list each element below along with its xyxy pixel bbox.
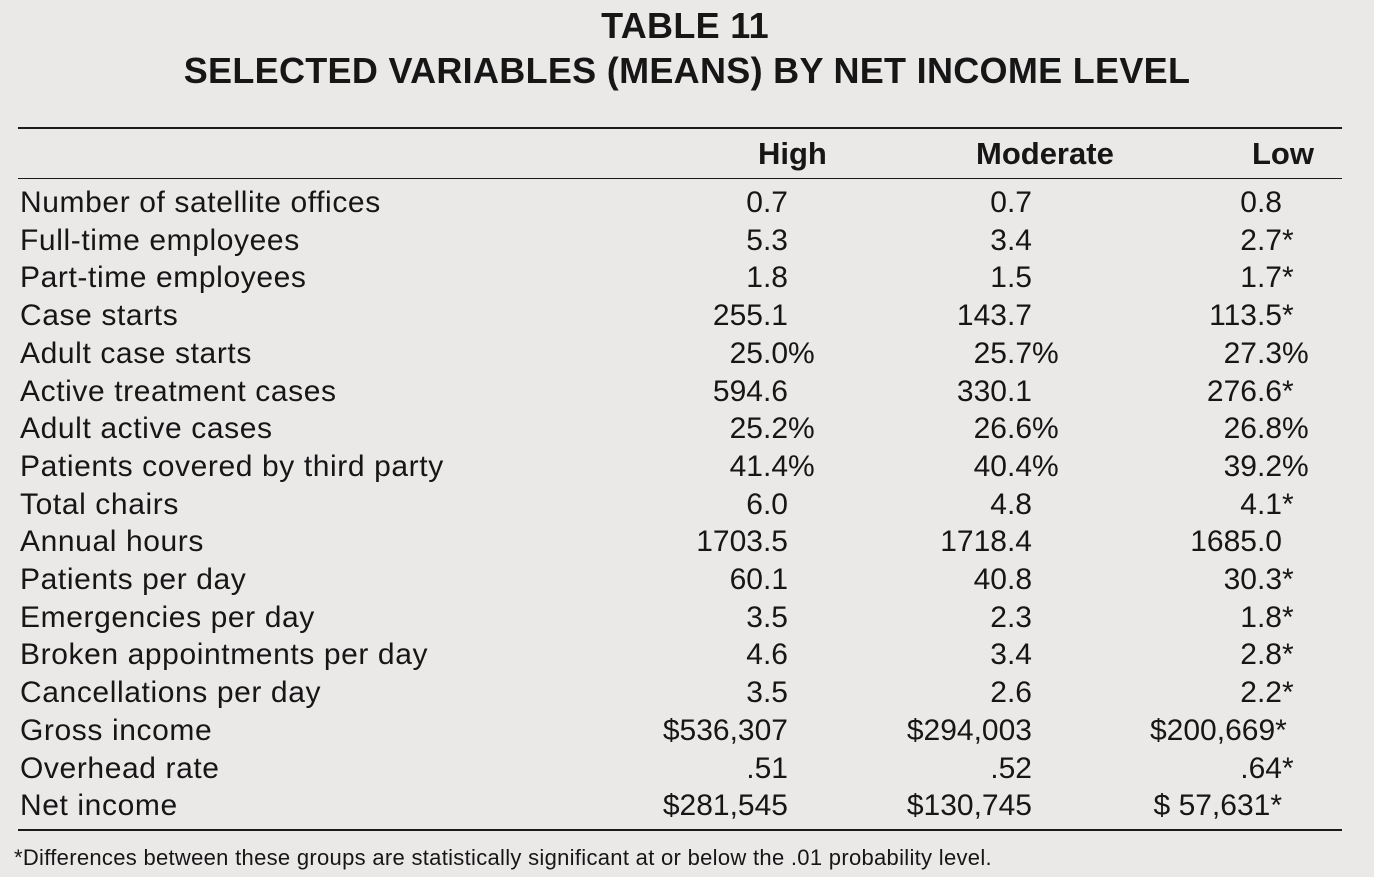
cell-value: 5.3 [746, 223, 788, 257]
cell-moderate [900, 375, 1064, 409]
cell-low [1150, 299, 1314, 333]
table-row [0, 752, 1374, 790]
cell-moderate [900, 563, 1064, 597]
cell-low [1150, 412, 1314, 446]
cell-value: 3.4 [990, 223, 1032, 257]
row-label: Active treatment cases [20, 374, 337, 408]
header-rule [18, 178, 1342, 179]
row-label: Number of satellite offices [20, 186, 381, 219]
cell-value: 30.3 [1223, 563, 1282, 596]
cell-moderate [900, 638, 1064, 672]
cell-value: 60.1 [729, 563, 788, 596]
cell-moderate [900, 450, 1064, 484]
cell-value: $ 57,631* [1153, 789, 1282, 823]
cell-value: 0.8 [1240, 186, 1282, 219]
cell-value: 40.8 [973, 563, 1032, 596]
cell-suffix: * [1282, 676, 1294, 710]
cell-high [660, 299, 820, 333]
cell-moderate [900, 224, 1064, 258]
cell-suffix: % [788, 336, 815, 370]
footnote: *Differences between these groups are statistically significant at or below the .01 probability level. [14, 845, 992, 870]
table-row [0, 337, 1374, 375]
cell-high [660, 375, 820, 409]
row-label: Cancellations per day [20, 676, 322, 710]
cell-value: 4.1 [1240, 487, 1282, 521]
cell-suffix: % [788, 412, 815, 446]
cell-value: 1.8 [746, 261, 788, 295]
cell-high [660, 752, 820, 786]
cell-moderate [900, 488, 1064, 522]
cell-high [660, 186, 820, 220]
cell-value: 2.6 [990, 676, 1032, 710]
cell-value: $200,669* [1150, 713, 1287, 747]
table-row [0, 412, 1374, 450]
cell-suffix: * [1282, 487, 1294, 521]
cell-moderate [900, 676, 1064, 710]
cell-low [1150, 638, 1314, 672]
row-label: Emergencies per day [20, 600, 315, 634]
table-number: TABLE 11 [601, 5, 769, 46]
cell-value: 6.0 [746, 487, 788, 521]
row-label: Case starts [20, 299, 179, 333]
cell-suffix: * [1282, 600, 1294, 634]
cell-suffix: % [1032, 336, 1059, 370]
row-label: Part-time employees [20, 261, 307, 295]
cell-suffix: % [788, 449, 815, 483]
cell-value: 2.3 [990, 600, 1032, 634]
table-row [0, 375, 1374, 413]
cell-suffix: % [1032, 449, 1059, 483]
cell-high [660, 714, 820, 748]
cell-low [1150, 676, 1314, 710]
cell-suffix: * [1282, 261, 1294, 295]
cell-value: 26.8 [1223, 412, 1282, 446]
cell-suffix: * [1282, 751, 1294, 785]
cell-low [1150, 224, 1314, 258]
table-row [0, 714, 1374, 752]
cell-high [660, 412, 820, 446]
table-row [0, 488, 1374, 526]
cell-suffix: * [1282, 563, 1294, 596]
cell-value: 3.4 [990, 638, 1032, 672]
cell-low [1150, 261, 1314, 295]
cell-low [1150, 186, 1314, 220]
table-row [0, 789, 1374, 827]
row-label: Patients covered by third party [20, 449, 444, 483]
cell-moderate [900, 337, 1064, 371]
cell-value: 40.4 [973, 449, 1032, 483]
cell-value: 39.2 [1223, 449, 1282, 483]
cell-high [660, 789, 820, 823]
cell-low [1150, 714, 1314, 748]
cell-value: 2.7 [1240, 223, 1282, 257]
cell-value: 25.7 [973, 336, 1032, 370]
table-row [0, 186, 1374, 224]
cell-value: 4.8 [990, 487, 1032, 521]
cell-value: 41.4 [729, 449, 788, 483]
row-label: Patients per day [20, 563, 247, 596]
row-label: Annual hours [20, 525, 204, 559]
cell-low [1150, 450, 1314, 484]
cell-moderate [900, 789, 1064, 823]
cell-suffix: * [1282, 299, 1294, 333]
cell-moderate [900, 525, 1064, 559]
row-label: Adult active cases [20, 412, 273, 446]
cell-value: 1.7 [1240, 261, 1282, 295]
cell-value: 276.6 [1206, 374, 1282, 408]
cell-moderate [900, 714, 1064, 748]
cell-value: 113.5 [1209, 299, 1282, 333]
cell-value: 143.7 [956, 299, 1032, 333]
table-row [0, 563, 1374, 601]
cell-value: 25.0 [729, 336, 788, 370]
table-row [0, 676, 1374, 714]
cell-low [1150, 789, 1314, 823]
cell-low [1150, 752, 1314, 786]
cell-value: 0.7 [746, 186, 788, 219]
cell-value: $536,307 [662, 713, 788, 747]
cell-high [660, 525, 820, 559]
row-label: Adult case starts [20, 336, 252, 370]
row-label: Total chairs [20, 487, 179, 521]
cell-low [1150, 563, 1314, 597]
column-header-moderate: Moderate [976, 136, 1114, 171]
cell-value: $294,003 [906, 713, 1032, 747]
cell-suffix: % [1032, 412, 1059, 446]
cell-value: .52 [990, 751, 1032, 785]
cell-value: 4.6 [746, 638, 788, 672]
column-header-low: Low [1252, 136, 1314, 171]
cell-high [660, 261, 820, 295]
cell-value: 26.6 [973, 412, 1032, 446]
cell-value: 2.2 [1240, 676, 1282, 710]
cell-high [660, 450, 820, 484]
cell-suffix: % [1282, 336, 1309, 370]
cell-high [660, 601, 820, 635]
cell-value: 0.7 [990, 186, 1032, 219]
cell-low [1150, 337, 1314, 371]
cell-high [660, 676, 820, 710]
cell-high [660, 337, 820, 371]
cell-value: 3.5 [746, 676, 788, 710]
table-row [0, 450, 1374, 488]
cell-suffix: % [1282, 412, 1309, 446]
cell-value: $130,745 [906, 789, 1032, 823]
cell-suffix: * [1282, 638, 1294, 672]
table-row [0, 261, 1374, 299]
cell-value: 1718.4 [940, 525, 1032, 559]
cell-moderate [900, 752, 1064, 786]
cell-moderate [900, 261, 1064, 295]
table-caption: SELECTED VARIABLES (MEANS) BY NET INCOME LEVEL [183, 50, 1191, 91]
cell-value: 1685.0 [1190, 525, 1282, 559]
cell-suffix: * [1282, 374, 1294, 408]
cell-value: 330.1 [956, 374, 1032, 408]
bottom-rule [18, 829, 1342, 831]
cell-high [660, 488, 820, 522]
cell-suffix: * [1282, 223, 1294, 257]
cell-moderate [900, 299, 1064, 333]
cell-low [1150, 525, 1314, 559]
row-label: Broken appointments per day [20, 638, 429, 672]
cell-value: 2.8 [1240, 638, 1282, 672]
table-row [0, 525, 1374, 563]
row-label: Full-time employees [20, 223, 300, 257]
cell-high [660, 224, 820, 258]
cell-value: $281,545 [662, 789, 788, 823]
row-label: Net income [20, 789, 178, 823]
cell-low [1150, 488, 1314, 522]
cell-high [660, 563, 820, 597]
table-row [0, 638, 1374, 676]
column-header-high: High [758, 136, 827, 171]
cell-value: 27.3 [1223, 336, 1282, 370]
cell-value: 1.5 [990, 261, 1032, 295]
cell-value: 255.1 [712, 299, 788, 333]
cell-low [1150, 375, 1314, 409]
cell-value: .64 [1240, 751, 1282, 785]
cell-value: 3.5 [746, 600, 788, 634]
row-label: Gross income [20, 713, 213, 747]
cell-moderate [900, 601, 1064, 635]
top-rule [18, 127, 1342, 129]
cell-value: 594.6 [712, 374, 788, 408]
cell-moderate [900, 412, 1064, 446]
cell-low [1150, 601, 1314, 635]
cell-value: 25.2 [729, 412, 788, 446]
table-row [0, 224, 1374, 262]
row-label: Overhead rate [20, 751, 220, 785]
cell-value: 1.8 [1240, 600, 1282, 634]
table-row [0, 299, 1374, 337]
cell-value: .51 [746, 751, 788, 785]
cell-moderate [900, 186, 1064, 220]
cell-high [660, 638, 820, 672]
cell-suffix: % [1282, 449, 1309, 483]
cell-value: 1703.5 [696, 525, 788, 559]
table-row [0, 601, 1374, 639]
